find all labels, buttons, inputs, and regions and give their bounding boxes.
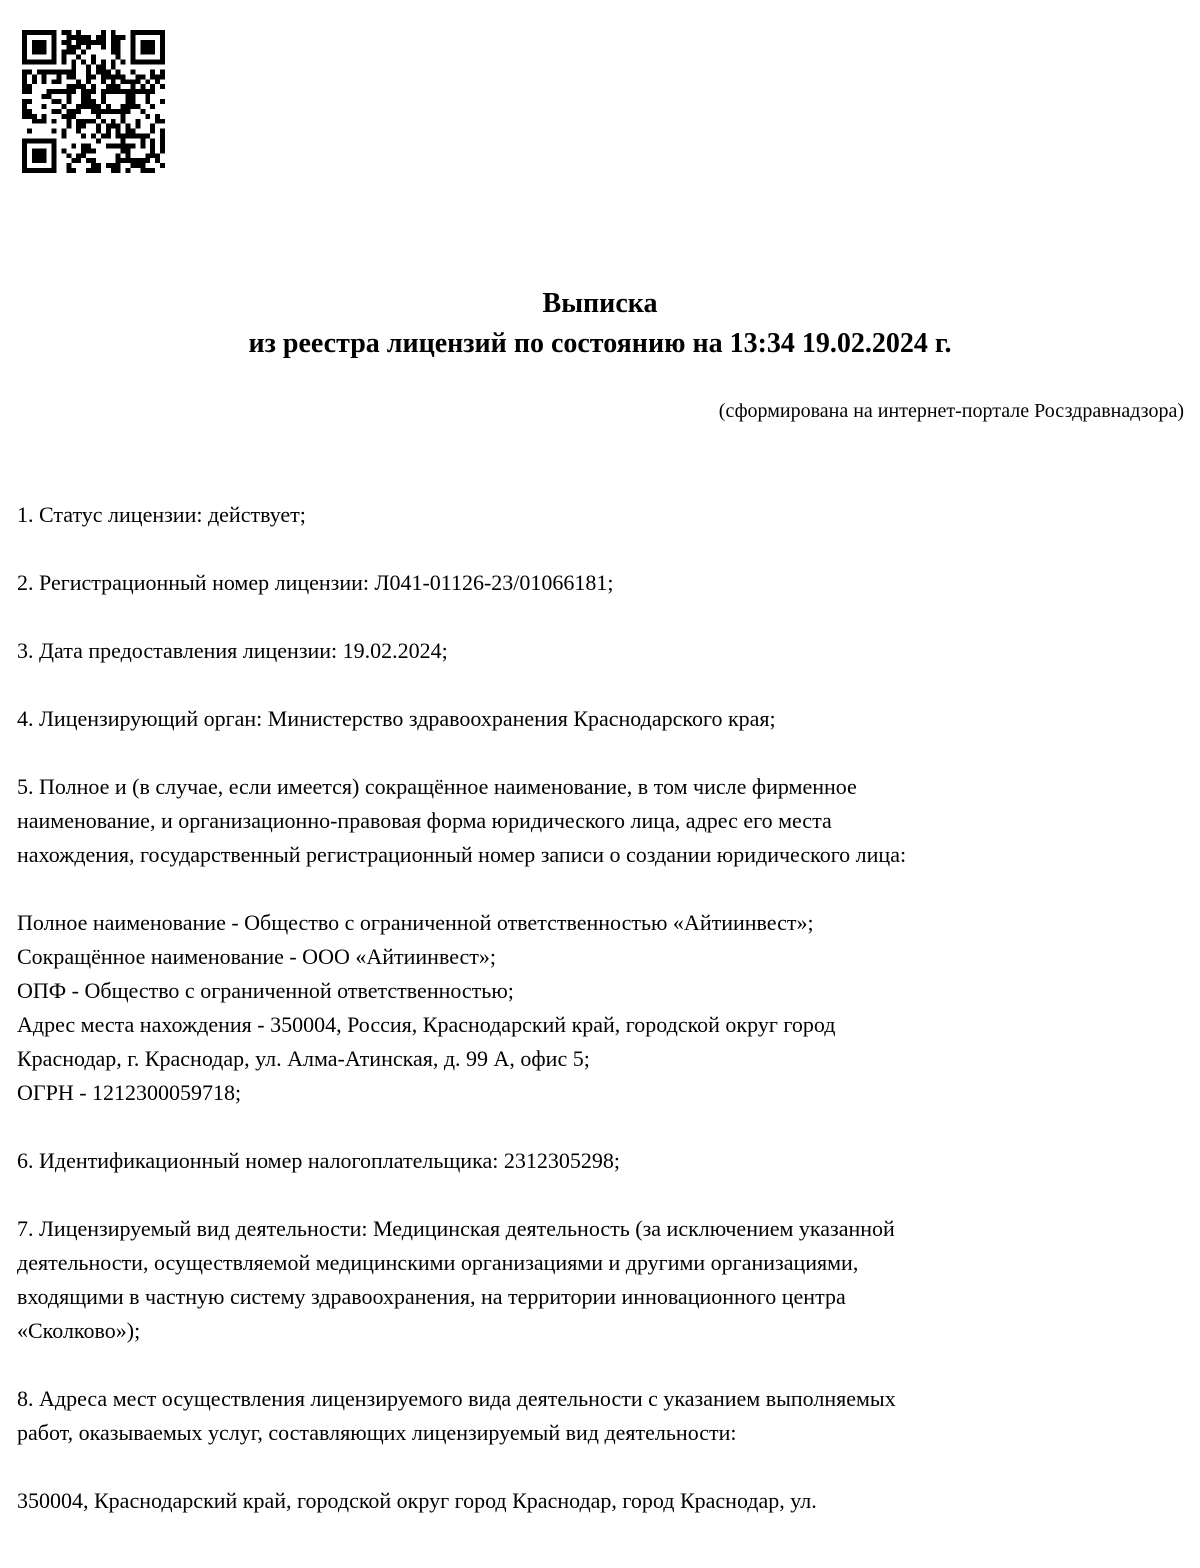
paragraph-org-naming-heading: [17, 770, 1185, 872]
text-line: деятельности, осуществляемой медицинскими организациями и другими организациями,: [17, 1250, 859, 1275]
text-line: 1. Статус лицензии: действует;: [17, 502, 306, 527]
text-line: 5. Полное и (в случае, если имеется) сокращённое наименование, в том числе фирменное: [17, 774, 857, 799]
paragraph-grant-date: [17, 634, 1185, 668]
text-line: Полное наименование - Общество с ограниченной ответственностью «Айтиинвест»;: [17, 910, 814, 935]
text-line: Краснодар, г. Краснодар, ул. Алма-Атинская, д. 99 А, офис 5;: [17, 1046, 590, 1071]
text-line: 4. Лицензирующий орган: Министерство здравоохранения Краснодарского края;: [17, 706, 776, 731]
paragraph-activity-addresses-heading: [17, 1382, 1185, 1450]
text-line: нахождения, государственный регистрационный номер записи о создании юридического лица:: [17, 842, 907, 867]
formed-on-portal-note: (сформирована на интернет-портале Росздравнадзора): [718, 400, 1184, 422]
text-line: ОПФ - Общество с ограниченной ответственностью;: [17, 978, 514, 1003]
text-line: 6. Идентификационный номер налогоплательщика: 2312305298;: [17, 1148, 620, 1173]
paragraph-taxpayer-number: [17, 1144, 1185, 1178]
text-line: ОГРН - 1212300059718;: [17, 1080, 242, 1105]
title-line-2: из реестра лицензий по состоянию на 13:34 19.02.2024 г.: [248, 328, 952, 359]
title-line-1: Выписка: [542, 288, 658, 319]
paragraph-licensing-authority: [17, 702, 1185, 736]
paragraph-org-details: [17, 906, 1185, 1110]
text-line: наименование, и организационно-правовая форма юридического лица, адрес его места: [17, 808, 832, 833]
text-line: 350004, Краснодарский край, городской округ город Краснодар, город Краснодар, ул.: [17, 1488, 817, 1513]
text-line: «Сколково»);: [17, 1318, 141, 1343]
text-line: 7. Лицензируемый вид деятельности: Медицинская деятельность (за исключением указанной: [17, 1216, 895, 1241]
paragraph-license-status: [17, 498, 1185, 532]
text-line: Адрес места нахождения - 350004, Россия, Краснодарский край, городской округ город: [17, 1012, 836, 1037]
document-body: [17, 498, 1185, 1552]
text-line: 2. Регистрационный номер лицензии: Л041-01126-23/01066181;: [17, 570, 614, 595]
text-line: входящими в частную систему здравоохранения, на территории инновационного центра: [17, 1284, 846, 1309]
text-line: 8. Адреса мест осуществления лицензируемого вида деятельности с указанием выполняемых: [17, 1386, 896, 1411]
text-line: 3. Дата предоставления лицензии: 19.02.2024;: [17, 638, 448, 663]
qr-code-icon: [22, 30, 165, 173]
paragraph-licensed-activity: [17, 1212, 1185, 1348]
document-title: [0, 284, 1200, 364]
paragraph-activity-address: [17, 1484, 1185, 1518]
text-line: Сокращённое наименование - ООО «Айтиинвест»;: [17, 944, 497, 969]
text-line: работ, оказываемых услуг, составляющих лицензируемый вид деятельности:: [17, 1420, 737, 1445]
paragraph-registration-number: [17, 566, 1185, 600]
